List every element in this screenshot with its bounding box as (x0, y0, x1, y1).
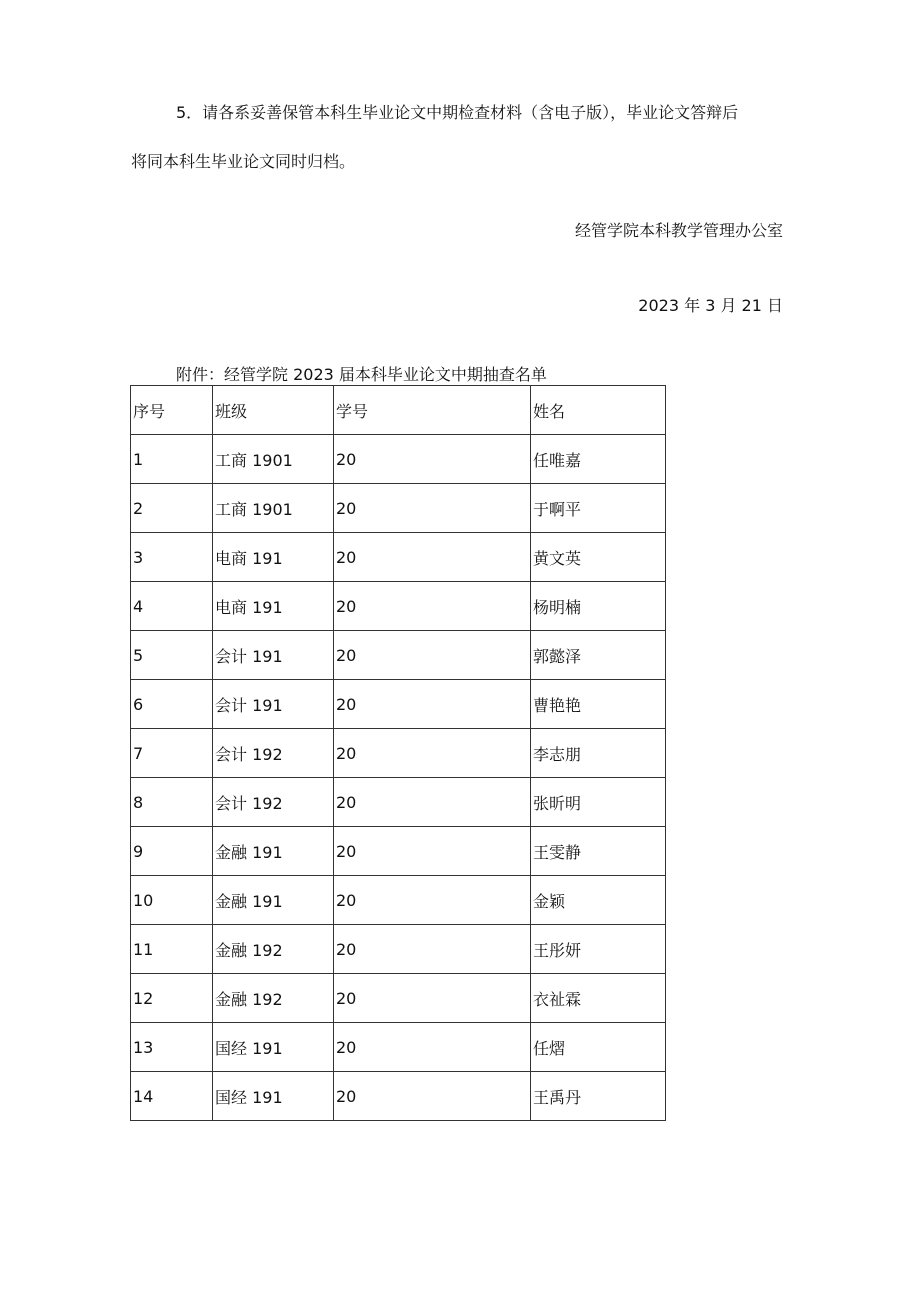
table-row (131, 1072, 666, 1121)
cell-name: 王雯静 (531, 827, 666, 876)
cell-index: 3 (131, 533, 213, 582)
table-row (131, 435, 666, 484)
cell-name: 任唯嘉 (531, 435, 666, 484)
cell-student-id: 20 (334, 974, 531, 1023)
sample-list-table (130, 385, 666, 1121)
table-row (131, 827, 666, 876)
cell-name: 李志朋 (531, 729, 666, 778)
cell-index: 1 (131, 435, 213, 484)
cell-student-id: 20 (334, 729, 531, 778)
cell-class: 会计 192 (213, 729, 334, 778)
cell-index: 4 (131, 582, 213, 631)
cell-class: 会计 192 (213, 778, 334, 827)
cell-student-id: 20 (334, 631, 531, 680)
cell-student-id: 20 (334, 778, 531, 827)
cell-student-id: 20 (334, 827, 531, 876)
table-row (131, 876, 666, 925)
cell-name: 张昕明 (531, 778, 666, 827)
table-row (131, 582, 666, 631)
cell-class: 电商 191 (213, 582, 334, 631)
cell-student-id: 20 (334, 484, 531, 533)
cell-name: 曹艳艳 (531, 680, 666, 729)
cell-index: 14 (131, 1072, 213, 1121)
table-row (131, 925, 666, 974)
cell-class: 金融 191 (213, 876, 334, 925)
table-row (131, 729, 666, 778)
cell-name: 杨明楠 (531, 582, 666, 631)
cell-class: 金融 192 (213, 925, 334, 974)
cell-index: 5 (131, 631, 213, 680)
cell-class: 金融 192 (213, 974, 334, 1023)
cell-class: 国经 191 (213, 1023, 334, 1072)
table-row (131, 484, 666, 533)
cell-student-id: 20 (334, 582, 531, 631)
cell-student-id: 20 (334, 876, 531, 925)
cell-name: 于啊平 (531, 484, 666, 533)
cell-name: 郭懿泽 (531, 631, 666, 680)
cell-class: 工商 1901 (213, 484, 334, 533)
cell-index: 8 (131, 778, 213, 827)
cell-student-id: 20 (334, 435, 531, 484)
header-class: 班级 (213, 386, 334, 435)
header-student-id: 学号 (334, 386, 531, 435)
table-row (131, 778, 666, 827)
cell-student-id: 20 (334, 1072, 531, 1121)
cell-index: 11 (131, 925, 213, 974)
table-header-row (131, 386, 666, 435)
cell-student-id: 20 (334, 1023, 531, 1072)
cell-index: 12 (131, 974, 213, 1023)
signature-office: 经管学院本科教学管理办公室 (574, 221, 783, 240)
cell-index: 13 (131, 1023, 213, 1072)
cell-index: 10 (131, 876, 213, 925)
paragraph-line-2: 将同本科生毕业论文同时归档。 (131, 152, 356, 171)
table-row (131, 533, 666, 582)
cell-name: 任熠 (531, 1023, 666, 1072)
cell-name: 黄文英 (531, 533, 666, 582)
paragraph-line-1: 5．请各系妥善保管本科生毕业论文中期检查材料（含电子版），毕业论文答辩后 (176, 103, 739, 122)
attachment-title: 附件：经管学院 2023 届本科毕业论文中期抽查名单 (176, 365, 547, 384)
cell-class: 金融 191 (213, 827, 334, 876)
cell-student-id: 20 (334, 925, 531, 974)
table-row (131, 631, 666, 680)
header-name: 姓名 (531, 386, 666, 435)
table-row (131, 1023, 666, 1072)
table-row (131, 680, 666, 729)
cell-name: 王禹丹 (531, 1072, 666, 1121)
cell-index: 9 (131, 827, 213, 876)
cell-class: 国经 191 (213, 1072, 334, 1121)
cell-student-id: 20 (334, 533, 531, 582)
table-row (131, 974, 666, 1023)
cell-index: 7 (131, 729, 213, 778)
cell-name: 王彤妍 (531, 925, 666, 974)
cell-student-id: 20 (334, 680, 531, 729)
cell-class: 会计 191 (213, 631, 334, 680)
cell-name: 金颖 (531, 876, 666, 925)
cell-name: 衣祉霖 (531, 974, 666, 1023)
table-body (131, 386, 666, 1121)
cell-index: 6 (131, 680, 213, 729)
cell-class: 工商 1901 (213, 435, 334, 484)
document-date: 2023 年 3 月 21 日 (638, 296, 783, 315)
header-index: 序号 (131, 386, 213, 435)
cell-class: 电商 191 (213, 533, 334, 582)
cell-class: 会计 191 (213, 680, 334, 729)
cell-index: 2 (131, 484, 213, 533)
